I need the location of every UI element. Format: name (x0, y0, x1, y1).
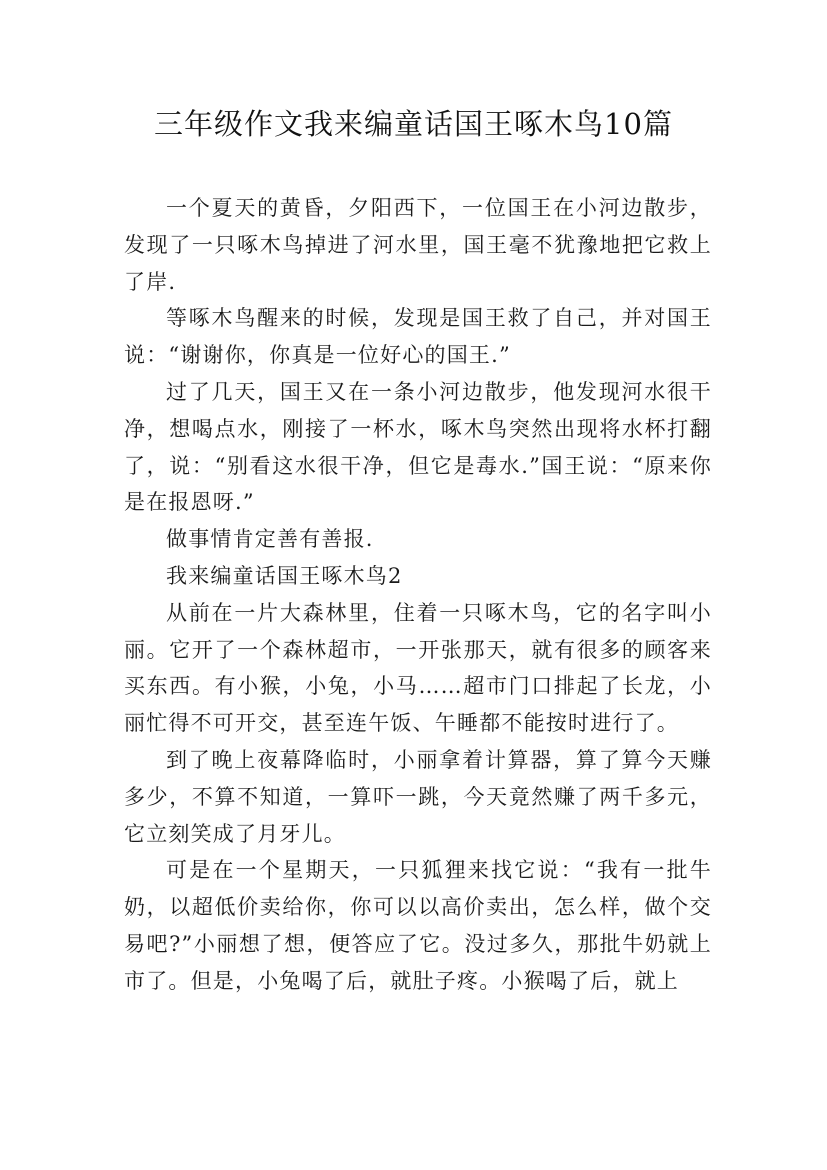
paragraph-3: 过了几天，国王又在一条小河边散步，他发现河水很干净，想喝点水，刚接了一杯水，啄木鸟突然出现将水杯打翻了，说：“别看这水很干净，但它是毒水.”国王说：“原来你是在报恩呀.” (124, 379, 712, 515)
paragraph-1: 一个夏天的黄昏，夕阳西下，一位国王在小河边散步，发现了一只啄木鸟掉进了河水里，国王毫不犹豫地把它救上了岸. (124, 196, 712, 294)
paragraph-2: 等啄木鸟醒来的时候，发现是国王救了自己，并对国王说：“谢谢你，你真是一位好心的国王.” (124, 306, 712, 368)
section-heading-2: 我来编童话国王啄木鸟2 (166, 563, 403, 588)
document-title: 三年级作文我来编童话国王啄木鸟10篇 (154, 107, 673, 141)
paragraph-4: 做事情肯定善有善报. (166, 527, 374, 552)
paragraph-7: 可是在一个星期天，一只狐狸来找它说：“我有一批牛奶，以超低价卖给你，你可以以高价卖出，怎么样，做个交易吧?”小丽想了想，便答应了它。没过多久，那批牛奶就上市了。但是，小兔喝了后，就肚子疼。小猴喝了后，就上 (124, 858, 712, 993)
paragraph-6: 到了晚上夜幕降临时，小丽拿着计算器，算了算今天赚多少，不算不知道，一算吓一跳，今天竟然赚了两千多元，它立刻笑成了月牙儿。 (124, 747, 712, 846)
document-body (124, 190, 712, 1000)
paragraph-5: 从前在一片大森林里，住着一只啄木鸟，它的名字叫小丽。它开了一个森林超市，一开张那天，就有很多的顾客来买东西。有小猴，小兔，小马……超市门口排起了长龙，小丽忙得不可开交，甚至连午饭、午睡都不能按时进行了。 (124, 600, 712, 736)
